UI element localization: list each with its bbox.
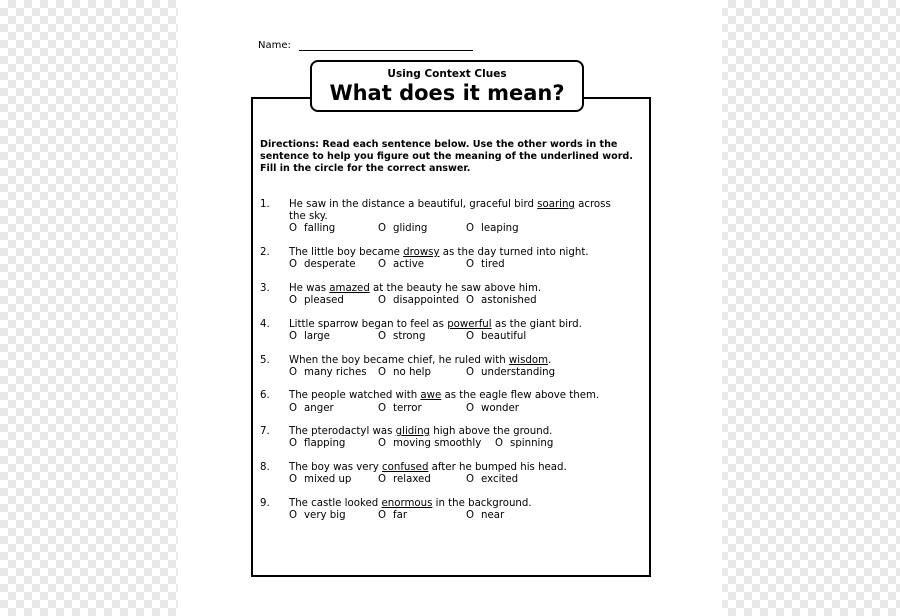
option-label: wonder [481,403,519,414]
sentence-before: The boy was very [289,462,383,473]
question-sentence [289,199,629,223]
option-label: no help [393,367,431,378]
question-sentence [289,355,629,367]
option-label: far [393,510,408,521]
answer-option[interactable] [466,259,505,271]
option-circle-icon[interactable]: O [378,259,387,270]
question-sentence [289,390,629,402]
name-blank-line[interactable] [299,40,473,51]
answer-option[interactable] [289,331,330,343]
title-box [310,60,584,112]
answer-option[interactable] [466,331,526,343]
option-label: excited [481,474,519,485]
question-sentence [289,462,629,474]
answer-option[interactable] [289,223,335,235]
option-label: near [481,510,505,521]
answer-option[interactable] [378,295,459,307]
sentence-before: When the boy became chief, he ruled with [289,355,509,366]
content-box [251,97,651,577]
worksheet-title: What does it mean? [329,81,565,105]
option-label: large [304,331,330,342]
question-sentence [289,247,629,259]
underlined-word: confused [382,462,429,473]
option-label: beautiful [481,331,527,342]
sentence-before: The people watched with [289,390,421,401]
question-number: 7. [260,426,270,437]
option-circle-icon[interactable]: O [289,367,298,378]
answer-option[interactable] [289,474,351,486]
option-circle-icon[interactable]: O [466,259,475,270]
underlined-word: powerful [447,319,492,330]
underlined-word: wisdom [508,355,549,366]
answer-option[interactable] [466,295,537,307]
question-sentence [289,426,629,438]
sentence-after: . [548,355,552,366]
name-label: Name: [258,40,291,51]
option-circle-icon[interactable]: O [466,403,475,414]
option-label: terror [393,403,422,414]
answer-option[interactable] [289,438,345,450]
answer-option[interactable] [466,510,504,522]
answer-option[interactable] [495,438,553,450]
underlined-word: gliding [395,426,430,437]
underlined-word: drowsy [403,247,440,258]
option-circle-icon[interactable]: O [466,295,475,306]
sentence-after: across the sky. [289,199,611,222]
underlined-word: amazed [329,283,370,294]
answer-option[interactable] [289,510,346,522]
question-number: 2. [260,247,270,258]
option-circle-icon[interactable]: O [466,223,475,234]
sentence-after: in the background. [432,498,532,509]
option-label: desperate [304,259,356,270]
sentence-before: The pterodactyl was [289,426,396,437]
sentence-before: Little sparrow began to feel as [289,319,448,330]
answer-option[interactable] [289,403,334,415]
directions-text: Directions: Read each sentence below. Use the other words in the sentence to help you figure out the meaning of the underlined word. Fill in the circle for the correct answer. [260,139,633,174]
option-label: tired [481,259,505,270]
option-label: active [393,259,424,270]
option-circle-icon[interactable]: O [378,438,387,449]
option-label: mixed up [304,474,352,485]
worksheet-page [178,0,722,616]
option-label: gliding [393,223,428,234]
sentence-before: He was [289,283,330,294]
option-label: astonished [481,295,537,306]
answer-option[interactable] [466,403,519,415]
option-label: anger [304,403,334,414]
question-number: 3. [260,283,270,294]
question-sentence [289,283,629,295]
sentence-after: as the day turned into night. [439,247,589,258]
answer-option[interactable] [466,223,519,235]
sentence-after: as the giant bird. [491,319,582,330]
option-circle-icon[interactable]: O [378,510,387,521]
question-number: 4. [260,319,270,330]
answer-option[interactable] [466,367,555,379]
option-label: strong [393,331,426,342]
option-circle-icon[interactable]: O [378,223,387,234]
question-number: 5. [260,355,270,366]
answer-option[interactable] [378,438,481,450]
answer-option[interactable] [378,259,424,271]
answer-option[interactable] [289,295,344,307]
question-number: 1. [260,199,270,210]
option-circle-icon[interactable]: O [289,403,298,414]
option-label: leaping [481,223,519,234]
answer-option[interactable] [378,367,431,379]
option-circle-icon[interactable]: O [289,474,298,485]
option-circle-icon[interactable]: O [495,438,504,449]
option-label: spinning [510,438,554,449]
question-sentence [289,319,629,331]
option-label: very big [304,510,346,521]
name-row [258,40,473,51]
answer-option[interactable] [289,259,356,271]
answer-option[interactable] [466,474,518,486]
option-circle-icon[interactable]: O [289,223,298,234]
option-circle-icon[interactable]: O [289,295,298,306]
option-label: disappointed [393,295,460,306]
option-circle-icon[interactable]: O [289,438,298,449]
answer-option[interactable] [378,331,425,343]
underlined-word: awe [420,390,442,401]
underlined-word: soaring [537,199,575,210]
option-circle-icon[interactable]: O [289,331,298,342]
option-label: understanding [481,367,556,378]
question-number: 6. [260,390,270,401]
answer-option[interactable] [378,223,427,235]
sentence-before: He saw in the distance a beautiful, graceful bird [289,199,538,210]
option-label: relaxed [393,474,431,485]
option-circle-icon[interactable]: O [289,259,298,270]
answer-option[interactable] [378,510,407,522]
question-number: 8. [260,462,270,473]
answer-option[interactable] [378,474,431,486]
sentence-after: after he bumped his head. [428,462,567,473]
option-circle-icon[interactable]: O [378,331,387,342]
sentence-before: The little boy became [289,247,404,258]
option-label: falling [304,223,336,234]
option-label: pleased [304,295,344,306]
question-number: 9. [260,498,270,509]
option-circle-icon[interactable]: O [378,367,387,378]
answer-option[interactable] [289,367,367,379]
worksheet-subtitle: Using Context Clues [387,68,507,80]
sentence-after: as the eagle flew above them. [441,390,600,401]
option-circle-icon[interactable]: O [466,331,475,342]
option-circle-icon[interactable]: O [378,295,387,306]
sentence-before: The castle looked [289,498,382,509]
underlined-word: enormous [381,498,433,509]
answer-option[interactable] [378,403,422,415]
sentence-after: high above the ground. [430,426,553,437]
option-circle-icon[interactable]: O [289,510,298,521]
option-circle-icon[interactable]: O [466,367,475,378]
option-circle-icon[interactable]: O [466,474,475,485]
option-label: moving smoothly [393,438,482,449]
sentence-after: at the beauty he saw above him. [369,283,542,294]
option-circle-icon[interactable]: O [466,510,475,521]
option-circle-icon[interactable]: O [378,474,387,485]
option-circle-icon[interactable]: O [378,403,387,414]
option-label: many riches [304,367,367,378]
question-sentence [289,498,629,510]
option-label: flapping [304,438,346,449]
